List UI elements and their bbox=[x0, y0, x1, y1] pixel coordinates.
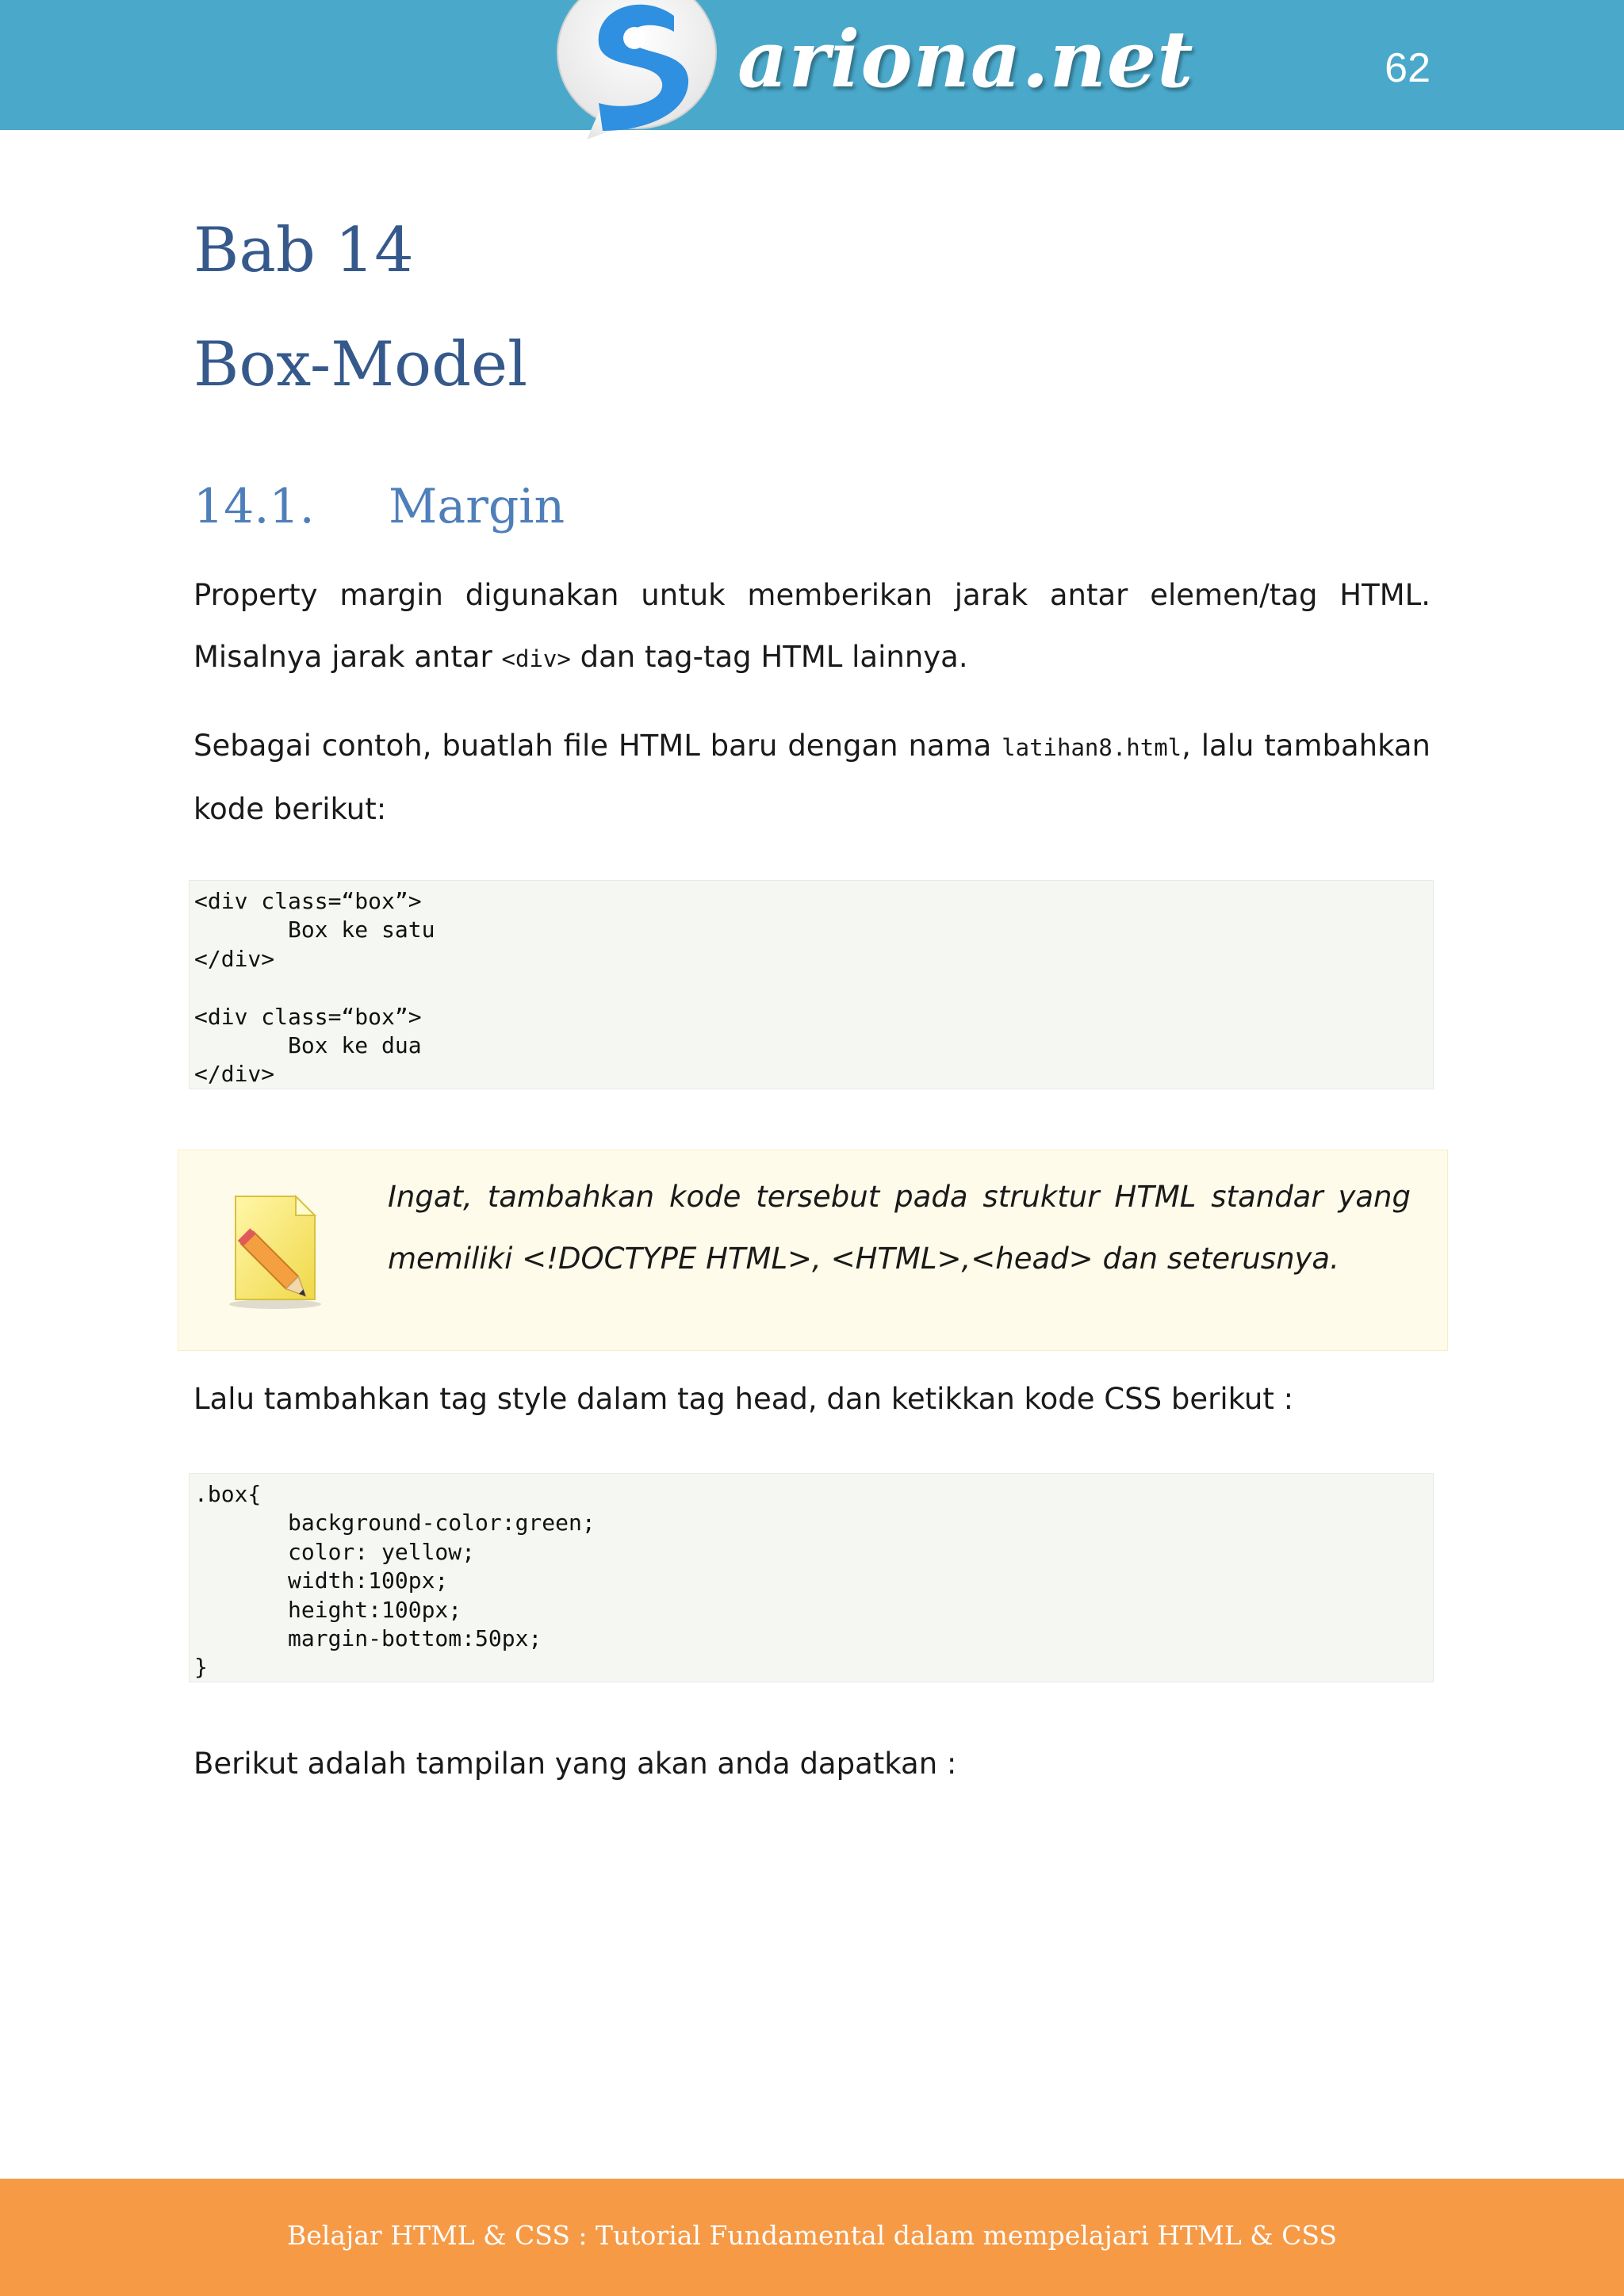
code-line: margin-bottom:50px; bbox=[194, 1624, 542, 1651]
inline-code: latihan8.html bbox=[1002, 734, 1182, 761]
code-line: } bbox=[194, 1654, 208, 1681]
paragraph-text: Sebagai contoh, buatlah file HTML baru dengan nama bbox=[193, 729, 1002, 763]
logo-speech-bubble-icon bbox=[555, 0, 718, 143]
code-line: <div class=“box”> bbox=[194, 888, 422, 914]
paragraph-text: , lalu tambahkan kode berikut: bbox=[193, 729, 1431, 826]
chapter-number: Bab 14 bbox=[193, 215, 414, 286]
notepad-pencil-icon bbox=[226, 1192, 329, 1311]
page-number: 62 bbox=[1385, 45, 1431, 91]
paragraph-result: Berikut adalah tampilan yang akan anda dapatkan : bbox=[193, 1747, 957, 1781]
note-callout bbox=[178, 1150, 1448, 1351]
section-title: Margin bbox=[389, 479, 565, 534]
chapter-title: Box-Model bbox=[193, 329, 528, 400]
code-line: </div> bbox=[194, 1061, 275, 1088]
footer-text: Belajar HTML & CSS : Tutorial Fundamental dalam mempelajari HTML & CSS bbox=[287, 2220, 1337, 2251]
page-header bbox=[0, 0, 1624, 130]
chapter-heading bbox=[193, 193, 527, 422]
code-line: Box ke satu bbox=[194, 916, 435, 943]
paragraph-example bbox=[193, 715, 1431, 840]
code-line: Box ke dua bbox=[194, 1031, 422, 1058]
code-block-html bbox=[189, 880, 1434, 1089]
code-line: color: yellow; bbox=[194, 1538, 476, 1565]
inline-code: <div> bbox=[501, 645, 571, 672]
section-number: 14.1. bbox=[193, 479, 315, 534]
page-footer bbox=[0, 2179, 1624, 2296]
code-line: background-color:green; bbox=[194, 1510, 596, 1536]
code-line: <div class=“box”> bbox=[194, 1003, 422, 1030]
code-line: width:100px; bbox=[194, 1567, 449, 1594]
code-line: height:100px; bbox=[194, 1596, 462, 1623]
site-logo[interactable] bbox=[555, 0, 1194, 147]
section-heading bbox=[193, 479, 565, 534]
logo-text: ariona.net bbox=[737, 14, 1194, 105]
code-block-css bbox=[189, 1473, 1434, 1682]
code-line: .box{ bbox=[194, 1481, 262, 1507]
note-text: Ingat, tambahkan kode tersebut pada struktur HTML standar yang memiliki <!DOCTYPE HTML>, <HTML>,<head> dan seterusnya. bbox=[388, 1180, 1411, 1276]
paragraph-intro bbox=[193, 564, 1431, 690]
paragraph-text: dan tag-tag HTML lainnya. bbox=[570, 640, 968, 674]
code-line: </div> bbox=[194, 945, 275, 972]
paragraph-text: Property margin digunakan untuk memberikan jarak antar elemen/tag HTML. Misalnya jarak antar bbox=[193, 578, 1431, 674]
paragraph-css-instruction: Lalu tambahkan tag style dalam tag head, dan ketikkan kode CSS berikut : bbox=[193, 1382, 1294, 1416]
code-line bbox=[194, 974, 1433, 1002]
